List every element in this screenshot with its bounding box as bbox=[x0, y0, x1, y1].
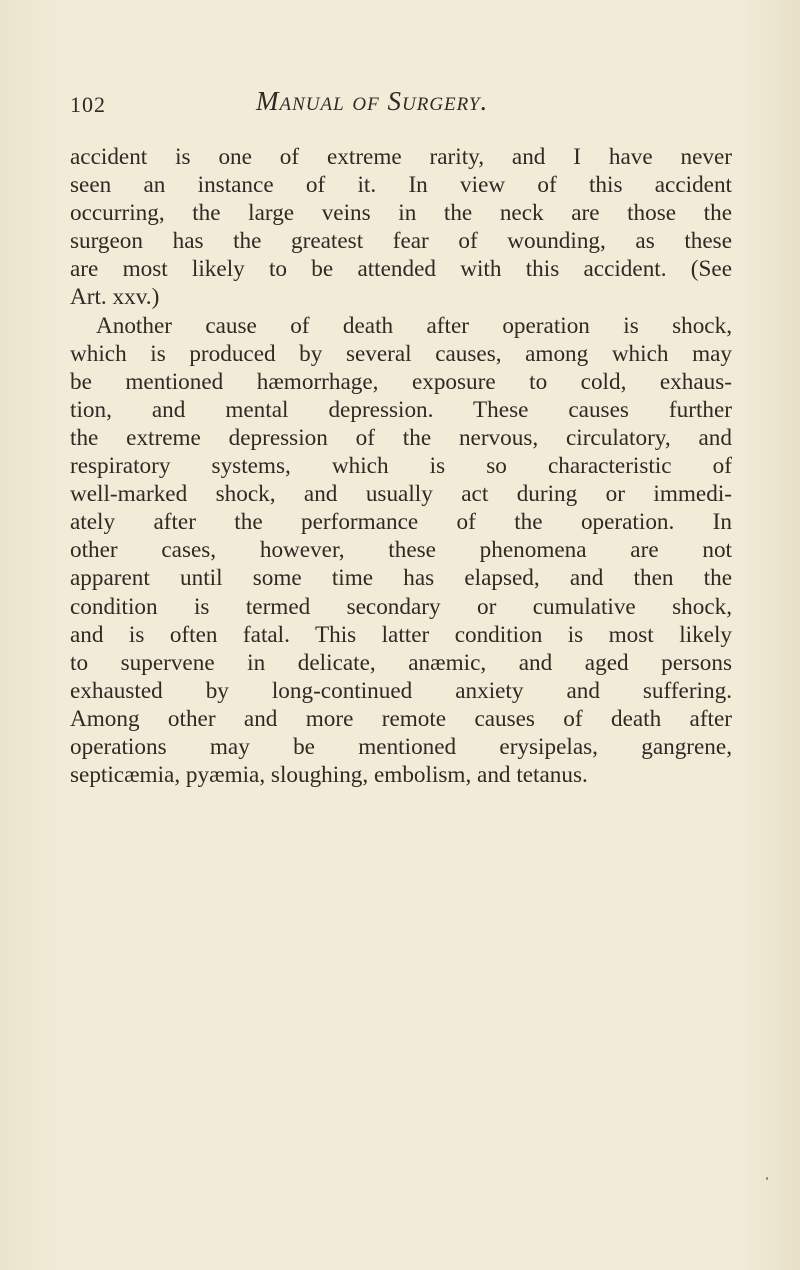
running-title: Manual of Surgery. bbox=[256, 86, 489, 116]
page-header bbox=[70, 86, 730, 122]
text-line: Art. xxv.) bbox=[70, 284, 160, 311]
text-line: to supervene in delicate, anæmic, and aged persons bbox=[70, 649, 732, 676]
text-line: apparent until some time has elapsed, and then the bbox=[70, 565, 732, 592]
page-number: 102 bbox=[70, 92, 106, 117]
text-line: Among other and more remote causes of death after bbox=[70, 705, 732, 732]
text-line: tion, and mental depression. These causes further bbox=[70, 396, 732, 423]
text-line: exhausted by long-continued anxiety and suffering. bbox=[70, 677, 732, 704]
text-line: ately after the performance of the operation. In bbox=[70, 509, 732, 536]
text-line: condition is termed secondary or cumulative shock, bbox=[70, 593, 732, 620]
text-line: be mentioned hæmorrhage, exposure to cold, exhaus- bbox=[70, 368, 732, 395]
text-line: are most likely to be attended with this accident. (See bbox=[70, 256, 732, 283]
text-line: operations may be mentioned erysipelas, gangrene, bbox=[70, 733, 732, 760]
text-line: accident is one of extreme rarity, and I have never bbox=[70, 144, 732, 170]
text-line: which is produced by several causes, among which may bbox=[70, 340, 732, 367]
text-line: the extreme depression of the nervous, circulatory, and bbox=[70, 424, 732, 451]
text-line: and is often fatal. This latter condition is most likely bbox=[70, 621, 732, 648]
paper-speck bbox=[766, 1177, 768, 1180]
text-line: respiratory systems, which is so characteristic of bbox=[70, 453, 732, 480]
text-line: other cases, however, these phenomena are not bbox=[70, 537, 732, 564]
body-text bbox=[70, 143, 732, 789]
text-line: Another cause of death after operation is shock, bbox=[96, 312, 732, 339]
text-line: seen an instance of it. In view of this accident bbox=[70, 172, 732, 199]
text-line: septicæmia, pyæmia, sloughing, embolism, and tetanus. bbox=[70, 762, 588, 789]
text-line: well-marked shock, and usually act during or immedi- bbox=[70, 481, 732, 508]
text-line: surgeon has the greatest fear of wounding, as these bbox=[70, 228, 732, 255]
text-line: occurring, the large veins in the neck are those the bbox=[70, 200, 732, 227]
